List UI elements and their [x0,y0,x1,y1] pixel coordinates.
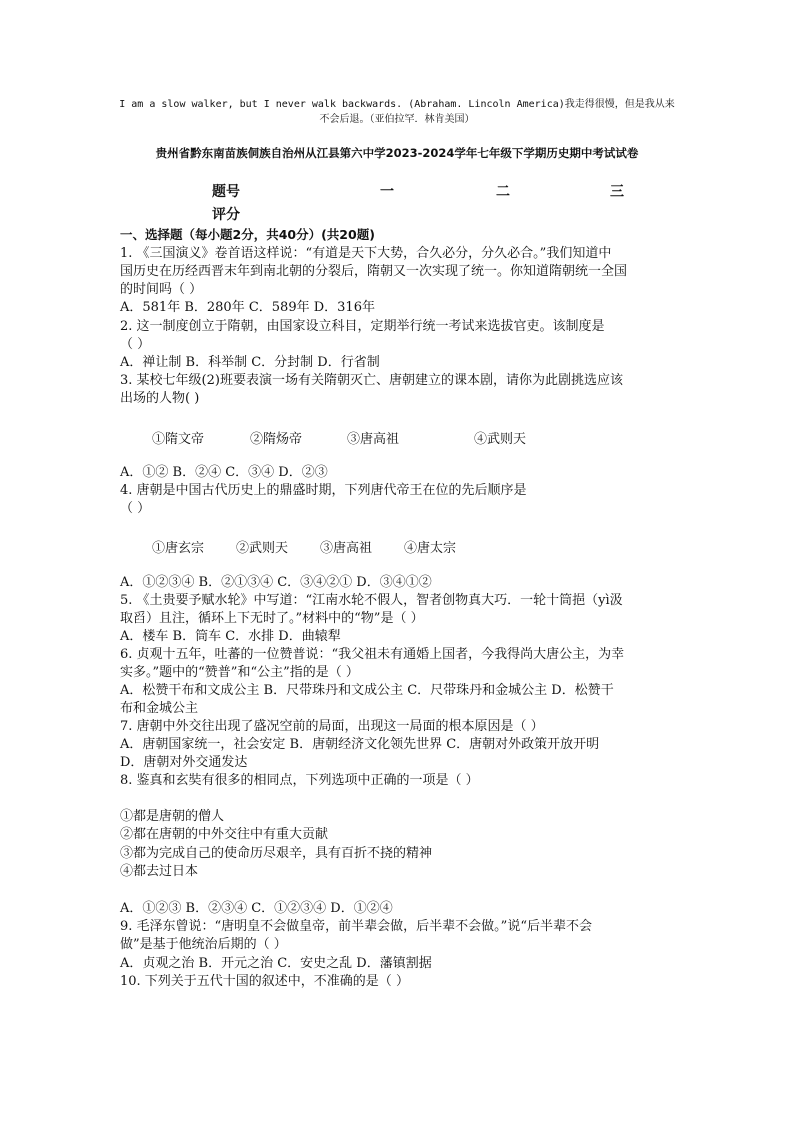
exam-title: 贵州省黔东南苗族侗族自治州从江县第六中学2023-2024学年七年级下学期历史期中考试试卷 [155,146,639,160]
header-quote-line1: I am a slow walker, but I never walk backwards. (Abraham. Lincoln America)我走得很慢，但是我从来 [119,99,675,110]
question-line: 1. 《三国演义》卷首语这样说：“有道是天下大势，合久必分，分久必合。”我们知道中 [120,246,612,261]
question-item: ①隋文帝 [152,432,205,447]
answer-options: A．贞观之治 B．开元之治 C．安史之乱 D．藩镇割据 [120,956,432,971]
answer-options: A．①②③④ B．②①③④ C．③④②① D．③④①② [120,575,432,590]
question-item: ②隋炀帝 [250,432,303,447]
answer-options: D．唐朝对外交通发达 [120,755,248,770]
question-line: 6. 贞观十五年，吐蕃的一位赞普说：“我父祖未有通婚上国者，今我得尚大唐公主，为幸 [120,647,625,662]
score-table-header-row [0,181,794,203]
question-item-group [0,428,794,446]
answer-blank: （ ） [120,501,151,516]
score-row-label: 评分 [212,207,240,223]
question-line: 4. 唐朝是中国古代历史上的鼎盛时期，下列唐代帝王在位的先后顺序是 [120,483,527,498]
question-line: 7. 唐朝中外交往出现了盛况空前的局面，出现这一局面的根本原因是（ ） [120,719,544,734]
question-line: 的时间吗（ ） [120,282,203,297]
answer-blank: （ ） [120,337,151,352]
question-line: 取舀）且注，循环上下无时了。”材料中的“物”是（ ） [120,611,424,626]
answer-options: A．581年 B．280年 C．589年 D．316年 [120,300,375,315]
question-item-group [0,537,794,555]
question-line: 9. 毛泽东曾说：“唐明皇不会做皇帝，前半辈会做，后半辈不会做。”说“后半辈不会 [120,919,592,934]
question-line: 实多。”题中的“赞普”和“公主”指的是（ ） [120,665,359,680]
question-item: ②武则天 [236,541,289,556]
answer-options: 布和金城公主 [120,701,199,716]
question-item: ④唐太宗 [404,541,457,556]
score-table-score-row [0,204,794,226]
score-col-1: 一 [380,184,394,200]
question-item: ③都为完成自己的使命历尽艰辛，具有百折不挠的精神 [120,846,433,861]
answer-options: A．松赞干布和文成公主 B．尺带珠丹和文成公主 C．尺带珠丹和金城公主 D．松赞干 [120,683,614,698]
question-line: 3. 某校七年级(2)班要表演一场有关隋朝灭亡、唐朝建立的课本剧，请你为此剧挑选应该 [120,373,623,388]
question-item: ②都在唐朝的中外交往中有重大贡献 [120,827,329,842]
question-line: 2. 这一制度创立于隋朝，由国家设立科目，定期举行统一考试来选拔官吏。该制度是 [120,319,605,334]
answer-options: A．唐朝国家统一，社会安定 B．唐朝经济文化领先世界 C．唐朝对外政策开放开明 [120,737,600,752]
question-line: 10. 下列关于五代十国的叙述中，不准确的是（ ） [120,974,409,989]
score-col-3: 三 [610,184,624,200]
question-line: 8. 鉴真和玄奘有很多的相同点，下列选项中正确的一项是（ ） [120,773,479,788]
question-line: 5. 《土贵要予赋水轮》中写道：“江南水轮不假人，智者创物真大巧．一轮十筒挹（yì汲 [120,593,623,608]
answer-options: A．楼车 B．筒车 C．水排 D．曲辕犁 [120,629,341,644]
header-quote-line2: 不会后退。（亚伯拉罕．林肯美国） [319,114,475,125]
score-col-label: 题号 [212,184,240,200]
question-item: ③唐高祖 [347,432,400,447]
question-line: 国历史在历经西晋末年到南北朝的分裂后，隋朝又一次实现了统一。你知道隋朝统一全国 [120,264,628,279]
question-line: 出场的人物( ) [120,391,200,406]
question-item: ③唐高祖 [320,541,373,556]
question-item: ①唐玄宗 [152,541,205,556]
answer-options: A．禅让制 B．科举制 C．分封制 D．行省制 [120,355,380,370]
score-col-2: 二 [496,184,510,200]
question-item: ④武则天 [474,432,527,447]
question-item: ①都是唐朝的僧人 [120,809,225,824]
section-heading: 一、选择题（每小题2分，共40分）(共20题) [120,227,375,242]
answer-options: A．①② B．②④ C．③④ D．②③ [120,465,328,480]
question-line: 做”是基于他统治后期的（ ） [120,937,287,952]
answer-options: A．①②③ B．②③④ C．①②③④ D．①②④ [120,901,393,916]
question-item: ④都去过日本 [120,864,199,879]
